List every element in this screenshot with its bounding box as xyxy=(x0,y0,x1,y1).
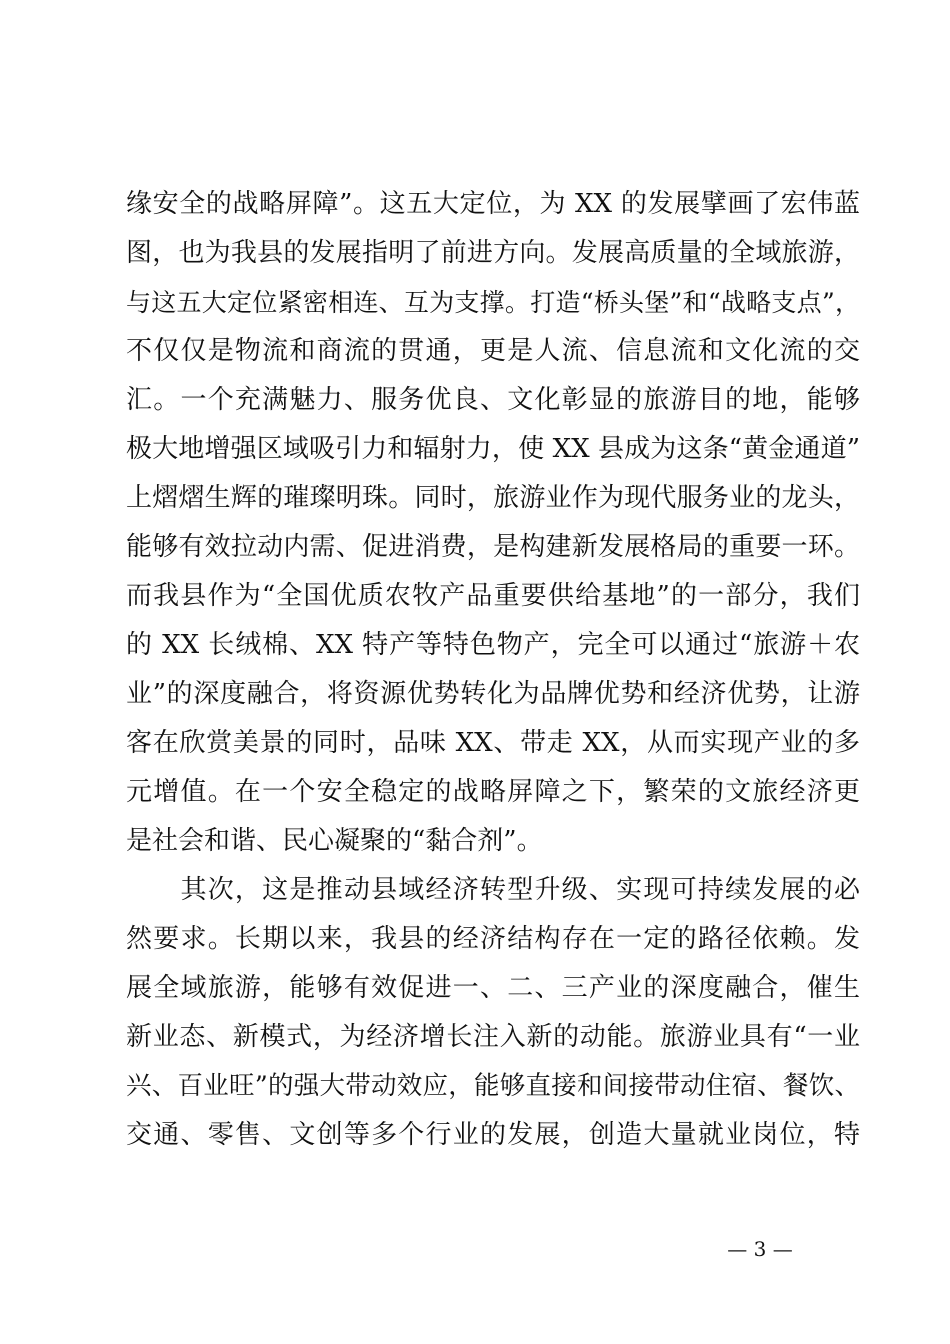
text-line: 展全域旅游，能够有效促进一、二、三产业的深度融合，催生 xyxy=(126,973,860,1003)
text-line: 交通、零售、文创等多个行业的发展，创造大量就业岗位，特 xyxy=(126,1120,860,1150)
paragraph-2 xyxy=(126,866,860,1160)
text-line: 汇。一个充满魅力、服务优良、文化彰显的旅游目的地，能够 xyxy=(126,385,860,415)
text-line: 的 XX 长绒棉、XX 特产等特色物产，完全可以通过“旅游＋农 xyxy=(126,630,860,660)
text-line: 兴、百业旺”的强大带动效应，能够直接和间接带动住宿、餐饮、 xyxy=(126,1071,860,1101)
text-line: 客在欣赏美景的同时，品味 XX、带走 XX，从而实现产业的多 xyxy=(126,728,860,758)
text-line: 图，也为我县的发展指明了前进方向。发展高质量的全域旅游， xyxy=(126,238,860,268)
paragraph-1 xyxy=(126,180,860,866)
text-line: 元增值。在一个安全稳定的战略屏障之下，繁荣的文旅经济更 xyxy=(126,777,860,807)
text-line: 能够有效拉动内需、促进消费，是构建新发展格局的重要一环。 xyxy=(126,532,860,562)
text-line: 与这五大定位紧密相连、互为支撑。打造“桥头堡”和“战略支点”， xyxy=(126,288,860,317)
text-line: 上熠熠生辉的璀璨明珠。同时，旅游业作为现代服务业的龙头， xyxy=(126,483,860,513)
text-line: 其次，这是推动县域经济转型升级、实现可持续发展的必 xyxy=(126,875,860,905)
page-number: — 3 — xyxy=(727,1237,793,1261)
text-line: 而我县作为“全国优质农牧产品重要供给基地”的一部分，我们 xyxy=(126,581,860,611)
text-line: 不仅仅是物流和商流的贯通，更是人流、信息流和文化流的交 xyxy=(126,336,860,366)
text-line: 极大地增强区域吸引力和辐射力，使 XX 县成为这条“黄金通道” xyxy=(126,434,860,464)
text-line: 是社会和谐、民心凝聚的“黏合剂”。 xyxy=(126,826,543,856)
text-line: 业”的深度融合，将资源优势转化为品牌优势和经济优势，让游 xyxy=(126,679,860,709)
document-body xyxy=(126,180,860,1160)
text-line: 然要求。长期以来，我县的经济结构存在一定的路径依赖。发 xyxy=(126,924,860,954)
text-line: 新业态、新模式，为经济增长注入新的动能。旅游业具有“一业 xyxy=(126,1022,860,1052)
text-line: 缘安全的战略屏障”。这五大定位，为 XX 的发展擘画了宏伟蓝 xyxy=(126,189,860,219)
